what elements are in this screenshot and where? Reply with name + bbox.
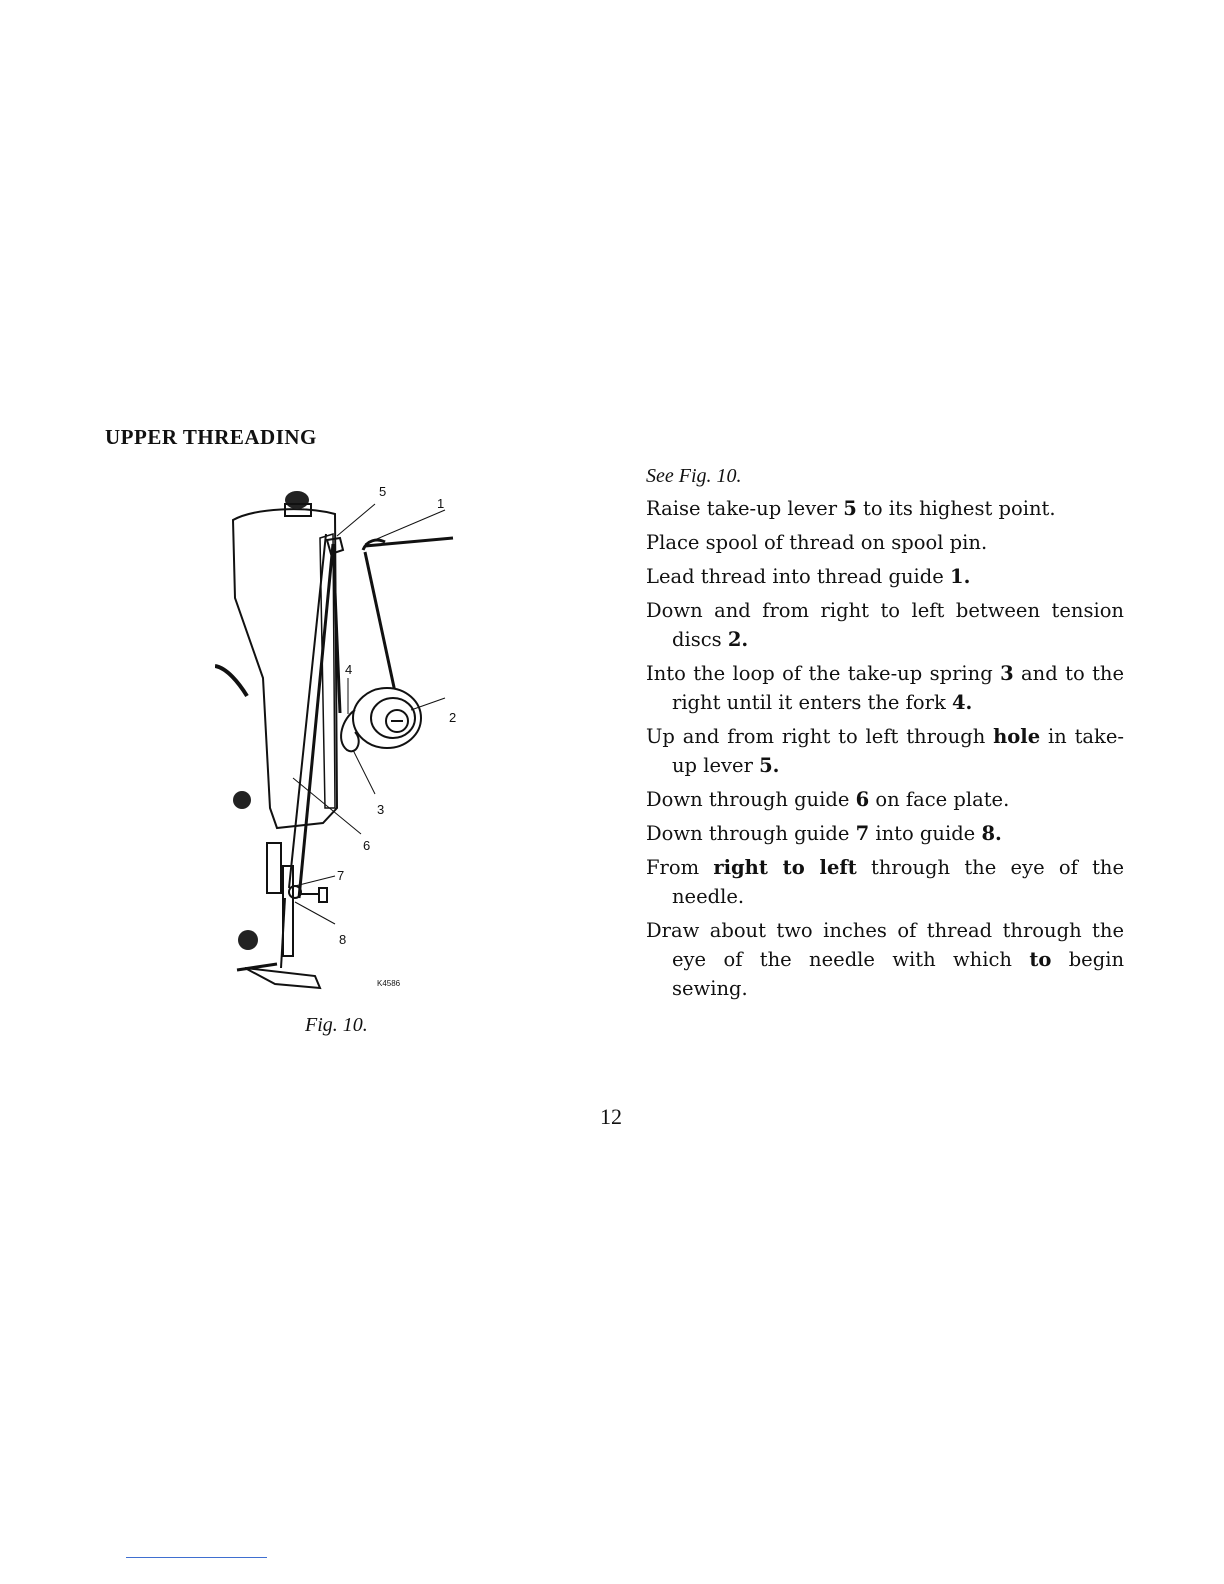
- thread-segment-a: [365, 552, 398, 706]
- step-text: Into the loop of the take-up spring: [646, 662, 1001, 685]
- thread-segment-d: [289, 534, 326, 888]
- instruction-step: [646, 596, 1124, 654]
- callout-3: 3: [377, 802, 385, 817]
- step-bold-text: 5: [843, 497, 857, 520]
- step-bold-text: to: [1029, 948, 1052, 971]
- step-text: Draw about two inches of thread through the eye of the needle with which: [646, 919, 1124, 971]
- instruction-step: [646, 916, 1124, 1003]
- step-text: From: [646, 856, 714, 879]
- step-text: Place spool of thread on spool pin.: [646, 531, 988, 554]
- callout-1: 1: [437, 496, 445, 511]
- leader-3: [353, 750, 375, 794]
- instruction-step: [646, 494, 1124, 523]
- steps-list: [646, 494, 1124, 1003]
- see-figure-reference: See Fig. 10.: [646, 465, 742, 487]
- page-heading: UPPER THREADING: [105, 425, 317, 449]
- instruction-step: [646, 659, 1124, 717]
- step-bold-text: 2.: [727, 628, 749, 651]
- presser-foot: [245, 968, 320, 988]
- thread-segment-c: [299, 544, 333, 898]
- step-bold-text: 1.: [950, 565, 971, 588]
- stop-motion-knob: [233, 791, 251, 809]
- instruction-step: [646, 819, 1124, 848]
- instruction-step: [646, 562, 1124, 591]
- step-text: Lead thread into thread guide: [646, 565, 950, 588]
- step-text: begin sewing.: [672, 948, 1125, 1000]
- step-text: Down through guide: [646, 788, 856, 811]
- callout-8: 8: [339, 932, 347, 947]
- balance-knob: [285, 491, 309, 509]
- step-text: and to the right until it enters the fork: [672, 662, 1124, 714]
- sewing-machine-illustration: [215, 478, 475, 1008]
- step-bold-text: 6: [855, 788, 870, 811]
- needle-bar: [267, 843, 281, 893]
- callout-4: 4: [345, 662, 353, 677]
- step-text: Raise take-up lever: [646, 497, 844, 520]
- figure-caption: Fig. 10.: [305, 1014, 368, 1036]
- callout-2: 2: [449, 710, 457, 725]
- step-bold-text: 3: [1000, 662, 1014, 685]
- instructions-column: [646, 462, 1124, 1008]
- step-bold-text: right to left: [713, 856, 857, 879]
- step-text: into guide: [869, 822, 982, 845]
- callout-6: 6: [363, 838, 371, 853]
- callout-7: 7: [337, 868, 345, 883]
- step-text: through the eye of the needle.: [672, 856, 1125, 908]
- leader-8: [295, 902, 335, 924]
- callout-5: 5: [379, 484, 387, 499]
- step-bold-text: 8.: [981, 822, 1002, 845]
- step-text: to its highest point.: [856, 497, 1056, 520]
- step-text: Down through guide: [646, 822, 856, 845]
- step-bold-text: 7: [855, 822, 870, 845]
- needle-clamp-screw: [301, 888, 327, 902]
- page-number: 12: [600, 1104, 622, 1129]
- step-bold-text: 4.: [951, 691, 973, 714]
- step-text: Down and from right to left between tension discs: [646, 599, 1124, 651]
- figure-code: K4586: [377, 979, 401, 988]
- instruction-step: [646, 722, 1124, 780]
- threading-figure: [215, 478, 475, 1008]
- presser-thumb-screw: [238, 930, 258, 950]
- step-bold-text: hole: [993, 725, 1041, 748]
- instruction-step: [646, 528, 1124, 557]
- instruction-step: [646, 785, 1124, 814]
- leader-5: [337, 504, 375, 536]
- step-text: Up and from right to left through: [646, 725, 994, 748]
- step-bold-text: 5.: [759, 754, 780, 777]
- presser-lever: [215, 666, 247, 696]
- instruction-step: [646, 853, 1124, 911]
- step-text: on face plate.: [869, 788, 1010, 811]
- step-text: in take-up lever: [672, 725, 1124, 777]
- footer-rule: [126, 1557, 267, 1558]
